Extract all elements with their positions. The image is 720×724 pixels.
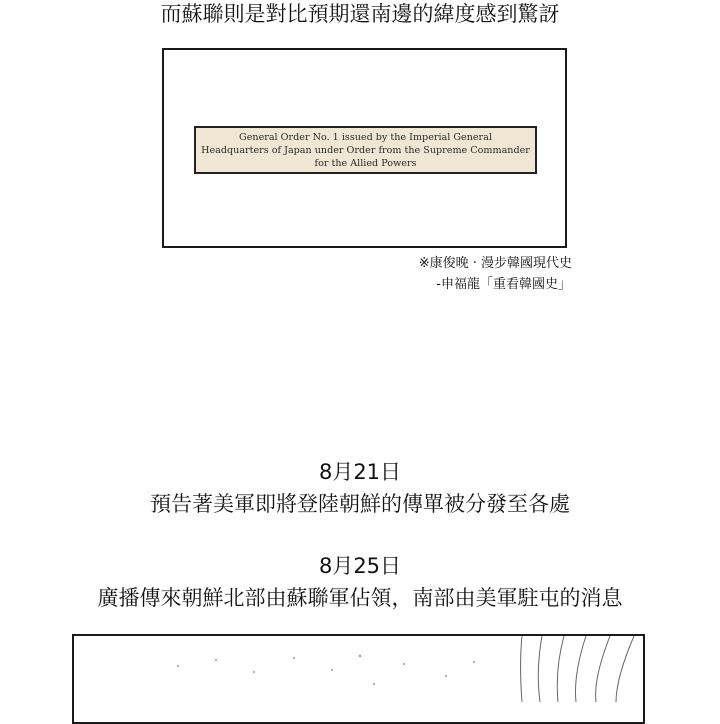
source-note-2: -申福龍「重看韓國史」 — [436, 277, 571, 292]
panel-sketch — [74, 636, 645, 724]
document-label — [194, 126, 537, 174]
sketch-dot — [359, 655, 361, 657]
next-panel — [72, 634, 645, 724]
document-line-1: General Order No. 1 issued by the Imperial General — [239, 131, 492, 143]
sketch-dot — [215, 659, 217, 661]
sketch-dot — [331, 669, 333, 671]
sketch-dot — [177, 665, 179, 667]
sketch-line — [538, 636, 542, 702]
sketch-dot — [293, 657, 295, 659]
source-note-1: ※康俊晚 · 漫步韓國現代史 — [418, 256, 572, 271]
date-caption-1: 8月21日 — [318, 460, 402, 484]
sketch-line — [575, 636, 586, 702]
sketch-line — [557, 636, 564, 702]
document-panel — [162, 48, 567, 248]
document-line-2: Headquarters of Japan under Order from the Supreme Commander — [201, 144, 530, 156]
sketch-line — [596, 636, 610, 702]
sketch-dot — [373, 683, 375, 685]
sketch-line — [521, 636, 523, 702]
document-line-3: for the Allied Powers — [314, 157, 417, 169]
caption-broadcast: 廣播傳來朝鮮北部由蘇聯軍佔領，南部由美軍駐屯的消息 — [97, 586, 623, 610]
sketch-dot — [403, 663, 405, 665]
sketch-line — [616, 636, 634, 702]
caption-leaflets: 預告著美軍即將登陸朝鮮的傳單被分發至各處 — [150, 492, 570, 516]
caption-top: 而蘇聯則是對比預期還南邊的緯度感到驚訝 — [160, 2, 560, 26]
sketch-dot — [445, 675, 447, 677]
sketch-dot — [253, 671, 255, 673]
date-caption-2: 8月25日 — [318, 554, 402, 578]
sketch-dot — [473, 661, 475, 663]
